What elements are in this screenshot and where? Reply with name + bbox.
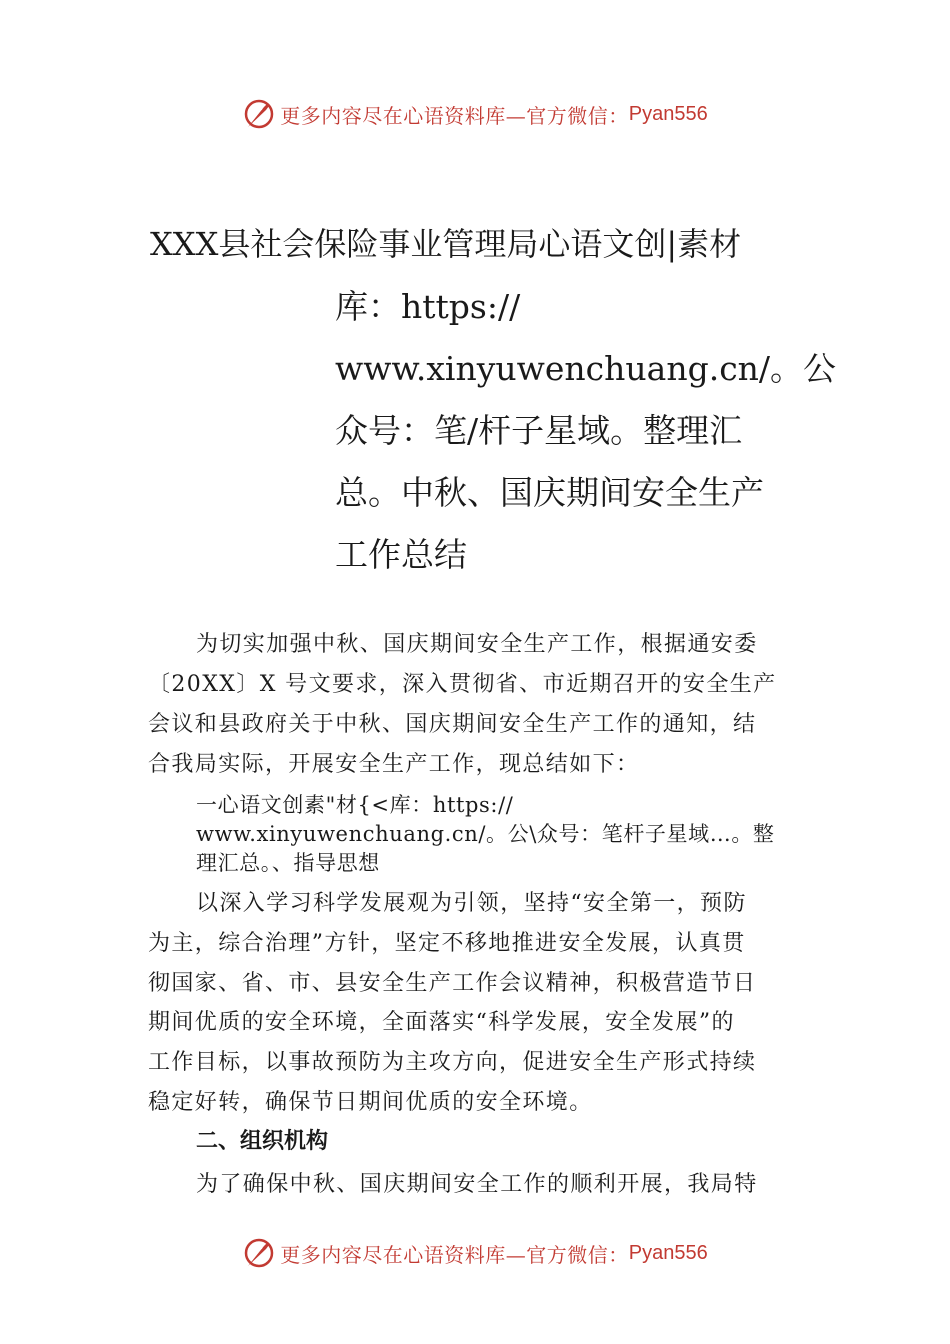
watermark-text: 更多内容尽在心语资料库—官方微信：	[280, 1242, 629, 1267]
document-title-line-1: XXX县社会保险事业管理局心语文创|素材	[150, 225, 742, 263]
section1-body-line: 彻国家、省、市、县安全生产工作会议精神，积极营造节日	[148, 971, 757, 996]
intro-paragraph-line: 〔20XX〕X 号文要求，深入贯彻省、市近期召开的安全生产	[148, 672, 777, 697]
document-title-line-4: 众号：笔/杆子星域。整理汇	[335, 411, 743, 450]
watermark-banner-top	[0, 94, 950, 134]
quill-pen-logo-icon	[242, 1236, 276, 1270]
document-title-line-3: www.xinyuwenchuang.cn/。公	[335, 349, 837, 388]
quill-pen-logo-icon	[242, 97, 276, 131]
intro-paragraph-line: 合我局实际，开展安全生产工作，现总结如下：	[148, 752, 640, 777]
intro-paragraph-line: 为切实加强中秋、国庆期间安全生产工作，根据通安委	[196, 632, 758, 657]
watermark-wechat-id: Pyan556	[628, 102, 708, 125]
section1-body-line: 以深入学习科学发展观为引领，坚持“安全第一，预防	[196, 891, 747, 916]
watermark-wechat-id: Pyan556	[628, 1241, 708, 1264]
document-title-line-2: 库：https://	[335, 287, 521, 326]
section1-body-line: 为主，综合治理”方针，坚定不移地推进安全发展，认真贯	[148, 931, 746, 956]
document-title-line-5: 总。中秋、国庆期间安全生产	[335, 473, 764, 512]
section1-body-line: 工作目标，以事故预防为主攻方向，促进安全生产形式持续	[148, 1050, 757, 1075]
section1-heading-line: www.xinyuwenchuang.cn/。公\众号：笔杆子星域…。整	[196, 822, 775, 846]
section1-heading-line: 理汇总。、指导思想	[196, 851, 380, 875]
section2-body-line: 为了确保中秋、国庆期间安全工作的顺利开展，我局特	[196, 1172, 758, 1197]
watermark-text: 更多内容尽在心语资料库—官方微信：	[280, 103, 629, 128]
intro-paragraph-line: 会议和县政府关于中秋、国庆期间安全生产工作的通知，结	[148, 712, 757, 737]
section1-body-line: 稳定好转，确保节日期间优质的安全环境。	[148, 1090, 593, 1115]
document-title-line-6: 工作总结	[335, 535, 467, 574]
watermark-banner-bottom	[0, 1233, 950, 1273]
section1-heading-line: 一心语文创素"材{<库：https://	[196, 793, 514, 817]
section1-body-line: 期间优质的安全环境，全面落实“科学发展，安全发展”的	[148, 1010, 735, 1035]
section2-heading: 二、组织机构	[196, 1129, 329, 1154]
